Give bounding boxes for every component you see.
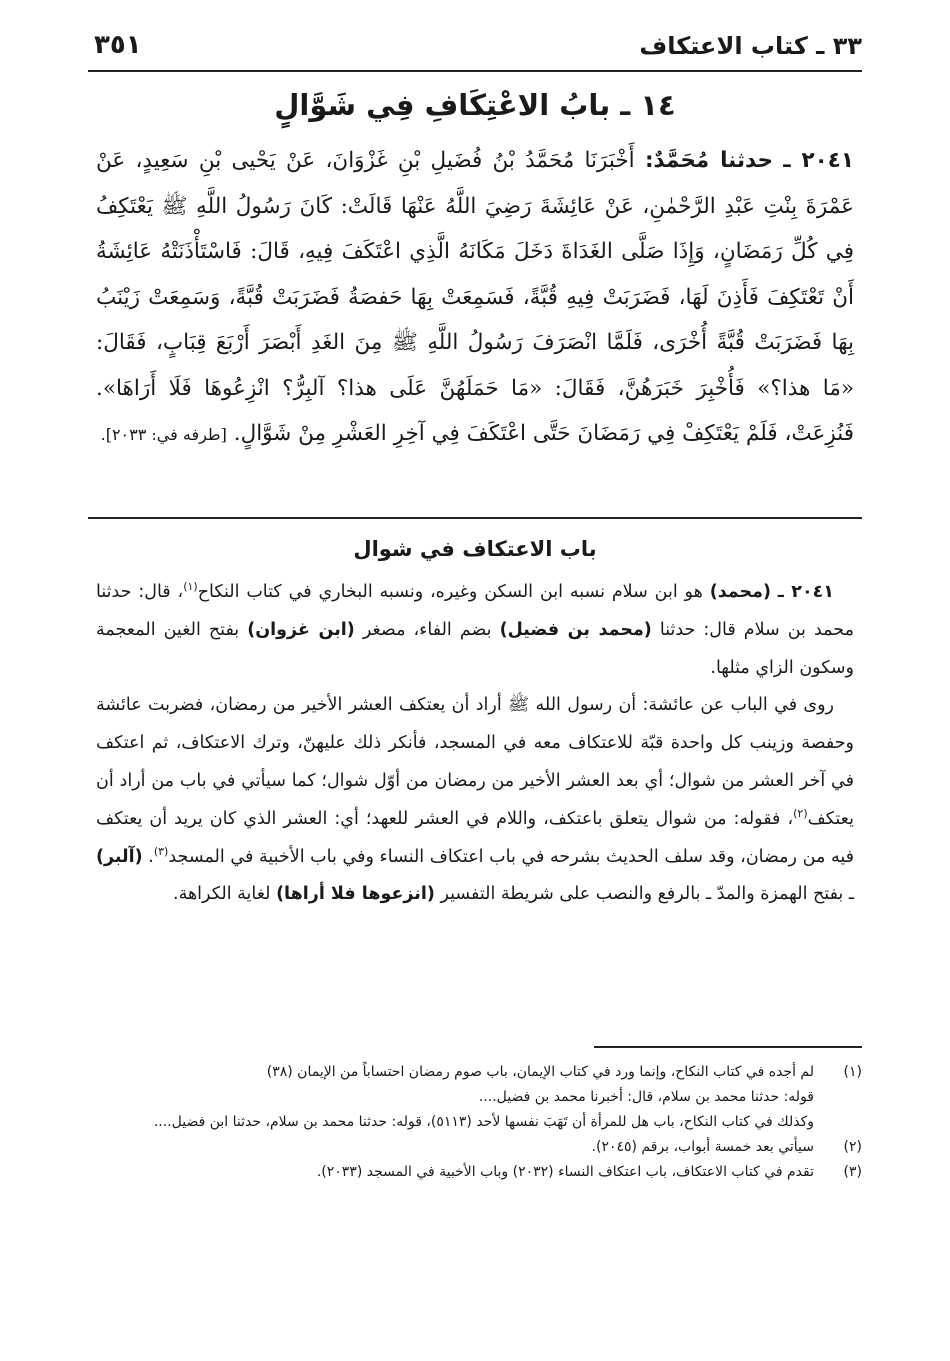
footnote-rule (594, 1046, 862, 1048)
commentary-number: ٢٠٤١ ـ (777, 582, 834, 602)
header-rule (88, 70, 862, 72)
footnote-number: (٣) (843, 1164, 862, 1180)
footnote (90, 1160, 862, 1185)
footnote-ref-1: (١) (183, 580, 198, 594)
commentary-span: بفتح الغين المعجمة وسكون الزاي مثلها. (96, 619, 854, 678)
term-muhammad-ibn-fudayl: (محمد بن فضيل) (499, 619, 652, 640)
commentary-span: ، فقوله: من شوال يتعلق باعتكف، واللام في العشر للعهد؛ أي: العشر الذي كان يريد أن يعتكف فيه من رمضان، وقد سلف الحديث بشرحه في باب اعتكاف النساء وفي باب الأخبية في المسجد (96, 808, 854, 867)
footnote-line: قوله: حدثنا محمد بن سلام، قال: أخبرنا محمد بن فضيل.... (478, 1089, 814, 1105)
hadith-text (96, 138, 854, 458)
footnote-number: (٢) (843, 1139, 862, 1155)
hadith-number: ٢٠٤١ ـ (783, 148, 855, 173)
chapter-heading: ١٤ ـ بابُ الاعْتِكَافِ فِي شَوَّالٍ (274, 88, 676, 122)
footnote-ref-3: (٣) (153, 844, 169, 858)
commentary-span: روى في الباب عن عائشة: أن رسول الله ﷺ أراد أن يعتكف العشر الأخير من رمضان، فضربت عائشة وحفصة وزينب كل واحدة قبّة للاعتكاف معه في المسجد، فأنكر ذلك عليهنّ، وترك الاعتكاف، ثم اعتكف في آخر العشر من شوال؛ أي بعد العشر الأخير من رمضان من أوّل شوال؛ كما سيأتي في باب من أراد أن يعتكف (96, 695, 854, 829)
commentary-span: ، قال: حدثنا محمد بن سلام قال: حدثنا (96, 582, 854, 640)
commentary-span: . (148, 846, 154, 867)
footnote-ref-2: (٢) (793, 806, 808, 820)
term-muhammad: (محمد) (709, 582, 771, 602)
term-ibn-ghazwan: (ابن غزوان) (247, 619, 355, 640)
footnote (90, 1135, 862, 1160)
hadith-body: أَخْبَرَنَا مُحَمَّدُ بْنُ فُضَيلِ بْنِ غَزْوَانَ، عَنْ يَحْيى بْنِ سَعِيدٍ، عَنْ عَمْرَةَ بِنْتِ عَبْدِ الرَّحْمٰنِ، عَنْ عَائِشَةَ رَضِيَ اللَّهُ عَنْهَا قَالَتْ: كَانَ رَسُولُ اللَّهِ ﷺ يَعْتَكِفُ فِي كُلِّ رَمَضَانٍ، وَإِذَا صَلَّى الغَدَاةَ دَخَلَ مَكَانَهُ الَّذِي اعْتَكَفَ فِيهِ، قَالَ: فَاسْتَأْذَنَتْهُ عَائِشَةُ أَنْ تَعْتَكِفَ فَأَذِنَ لَهَا، فَضَرَبَتْ فِيهِ قُبَّةً، فَسَمِعَتْ بِهَا حَفصَةُ فَضَرَبَتْ قُبَّةً، وَسَمِعَتْ زَيْنَبُ بِهَا فَضَرَبَتْ قُبَّةً أُخْرَى، فَلَمَّا انْصَرَفَ رَسُولُ اللَّهِ ﷺ مِنَ الغَدِ أَبْصَرَ أَرْبَعَ قِبَابٍ، فَقَالَ: «مَا هذا؟» فَأُخْبِرَ خَبَرَهُنَّ، فَقَالَ: «مَا حَمَلَهُنَّ عَلَى هذا؟ آلبِرُّ؟ انْزِعُوهَا فَلَا أَرَاهَا». فَنُزِعَتْ، فَلَمْ يَعْتَكِفْ فِي رَمَضَانَ حَتَّى اعْتَكَفَ فِي آخِرِ العَشْرِ مِنْ شَوَّالٍ. (96, 148, 854, 446)
term-inziuha: (انزعوها فلا أراها) (276, 884, 435, 905)
running-title: ٣٣ ـ كتاب الاعتكاف (639, 32, 862, 60)
footnote-line: تقدم في كتاب الاعتكاف، باب اعتكاف النساء (٢٠٣٢) وباب الأخبية في المسجد (٢٠٣٣). (316, 1164, 814, 1180)
commentary-paragraph (96, 687, 854, 914)
hadith-lead: حدثنا مُحَمَّدٌ: (644, 148, 773, 173)
hadith-cross-reference: [طرفه في: ٢٠٣٣]. (100, 425, 227, 444)
commentary-span: هو ابن سلام نسبه ابن السكن وغيره، ونسبه البخاري في كتاب النكاح (197, 582, 703, 602)
footnote-line: لم أجده في كتاب النكاح، وإنما ورد في كتاب الإيمان، باب صوم رمضان احتساباً من الإيمان (٣٨) (266, 1064, 814, 1080)
commentary-heading: باب الاعتكاف في شوال (353, 537, 597, 561)
footnote-line: وكذلك في كتاب النكاح، باب هل للمرأة أن تَهَبَ نفسها لأحد (٥١١٣)، قوله: حدثنا محمد بن سلام، حدثنا ابن فضيل.... (153, 1114, 814, 1130)
footnote-line: سيأتي بعد خمسة أبواب، برقم (٢٠٤٥). (591, 1139, 814, 1155)
section-rule (88, 517, 862, 519)
commentary-span: بضم الفاء، مصغر (362, 619, 492, 640)
page-number: ٣٥١ (94, 30, 142, 60)
commentary-paragraph (96, 574, 854, 687)
footnote (90, 1060, 862, 1135)
commentary-span: لغاية الكراهة. (173, 884, 271, 905)
footnote-number: (١) (843, 1064, 862, 1080)
footnotes (90, 1060, 862, 1185)
commentary-span: ـ بفتح الهمزة والمدّ ـ بالرفع والنصب على شريطة التفسير (440, 884, 854, 905)
term-albirr: (آلبر) (96, 846, 143, 867)
commentary-text (96, 574, 854, 914)
running-header (88, 30, 862, 66)
